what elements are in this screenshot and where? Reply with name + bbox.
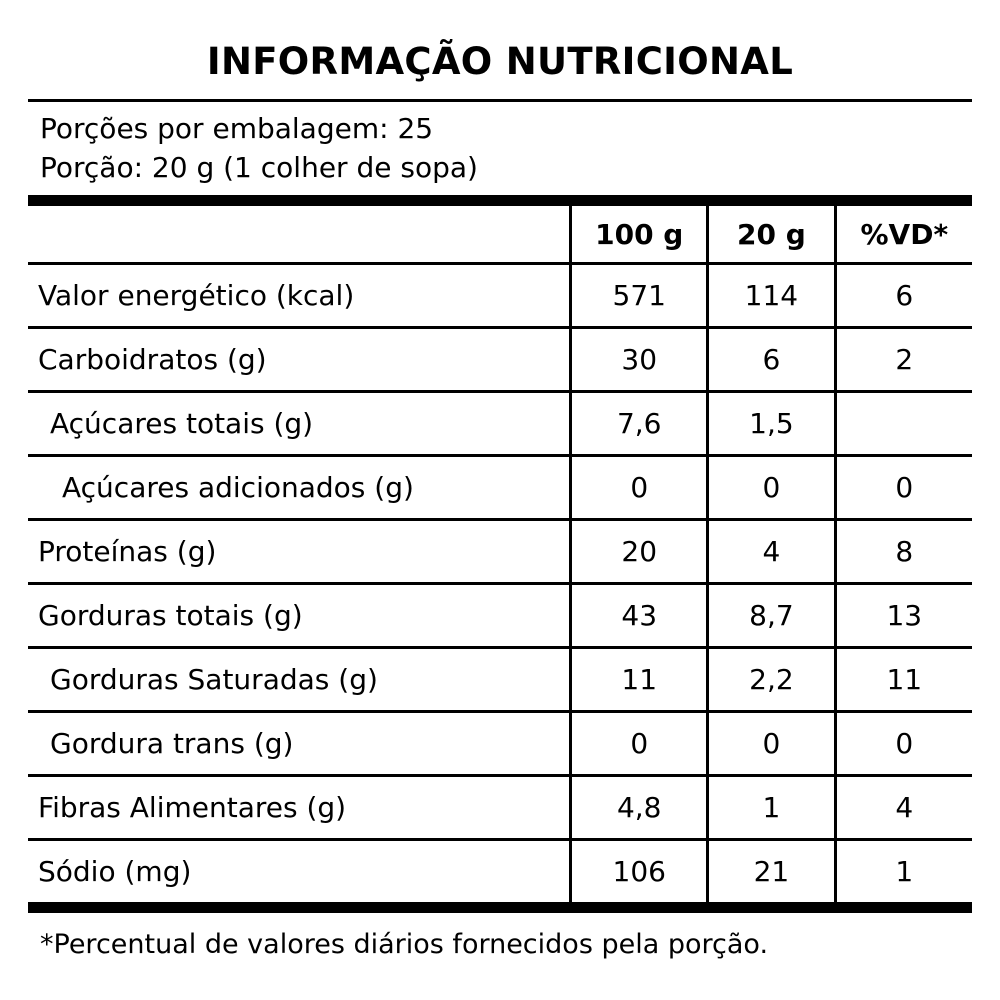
footnote: *Percentual de valores diários fornecidos pela porção.	[40, 929, 769, 961]
row-value-vd: 0	[835, 712, 972, 776]
table-row	[28, 520, 972, 584]
row-label: Carboidratos (g)	[28, 328, 571, 392]
row-value-100g: 4,8	[571, 776, 708, 840]
row-value-100g: 571	[571, 264, 708, 328]
row-value-vd	[835, 392, 972, 456]
table-header-row	[28, 206, 972, 264]
row-value-100g: 20	[571, 520, 708, 584]
row-value-vd: 13	[835, 584, 972, 648]
table-row	[28, 712, 972, 776]
row-value-vd: 8	[835, 520, 972, 584]
row-value-20g: 21	[708, 840, 835, 903]
row-value-100g: 43	[571, 584, 708, 648]
table-row	[28, 328, 972, 392]
row-value-100g: 0	[571, 456, 708, 520]
row-label: Proteínas (g)	[28, 520, 571, 584]
nutrition-table	[28, 206, 972, 902]
row-value-100g: 7,6	[571, 392, 708, 456]
row-value-vd: 1	[835, 840, 972, 903]
table-row	[28, 840, 972, 903]
divider-bottom	[28, 902, 972, 913]
row-label: Gordura trans (g)	[28, 712, 571, 776]
row-value-20g: 2,2	[708, 648, 835, 712]
row-value-20g: 4	[708, 520, 835, 584]
table-row	[28, 776, 972, 840]
column-header-20g: 20 g	[708, 206, 835, 264]
row-value-100g: 0	[571, 712, 708, 776]
row-value-20g: 1	[708, 776, 835, 840]
row-value-20g: 0	[708, 712, 835, 776]
row-value-20g: 1,5	[708, 392, 835, 456]
column-header-vd: %VD*	[835, 206, 972, 264]
row-label: Valor energético (kcal)	[28, 264, 571, 328]
table-row	[28, 584, 972, 648]
row-label: Açúcares totais (g)	[28, 392, 571, 456]
row-value-20g: 8,7	[708, 584, 835, 648]
row-label: Açúcares adicionados (g)	[28, 456, 571, 520]
table-row	[28, 264, 972, 328]
portions-block	[28, 102, 972, 196]
row-value-20g: 6	[708, 328, 835, 392]
row-value-vd: 11	[835, 648, 972, 712]
table-header	[28, 206, 972, 264]
row-value-vd: 4	[835, 776, 972, 840]
row-value-100g: 106	[571, 840, 708, 903]
row-value-20g: 114	[708, 264, 835, 328]
row-value-vd: 2	[835, 328, 972, 392]
row-label: Fibras Alimentares (g)	[28, 776, 571, 840]
row-value-100g: 30	[571, 328, 708, 392]
table-body	[28, 264, 972, 903]
row-value-100g: 11	[571, 648, 708, 712]
table-row	[28, 456, 972, 520]
row-label: Sódio (mg)	[38, 855, 192, 889]
row-value-20g: 0	[708, 456, 835, 520]
portions-per-package: Porções por embalagem: 25	[40, 111, 434, 145]
table-row	[28, 392, 972, 456]
row-label: Gorduras totais (g)	[28, 584, 571, 648]
row-value-vd: 6	[835, 264, 972, 328]
table-row	[28, 648, 972, 712]
column-header-100g: 100 g	[571, 206, 708, 264]
page-title: INFORMAÇÃO NUTRICIONAL	[206, 40, 794, 83]
row-value-vd: 0	[835, 456, 972, 520]
divider-heavy	[28, 195, 972, 206]
row-label: Gorduras Saturadas (g)	[28, 648, 571, 712]
column-header-nutrient	[28, 206, 571, 264]
portion-size: Porção: 20 g (1 colher de sopa)	[40, 151, 478, 185]
